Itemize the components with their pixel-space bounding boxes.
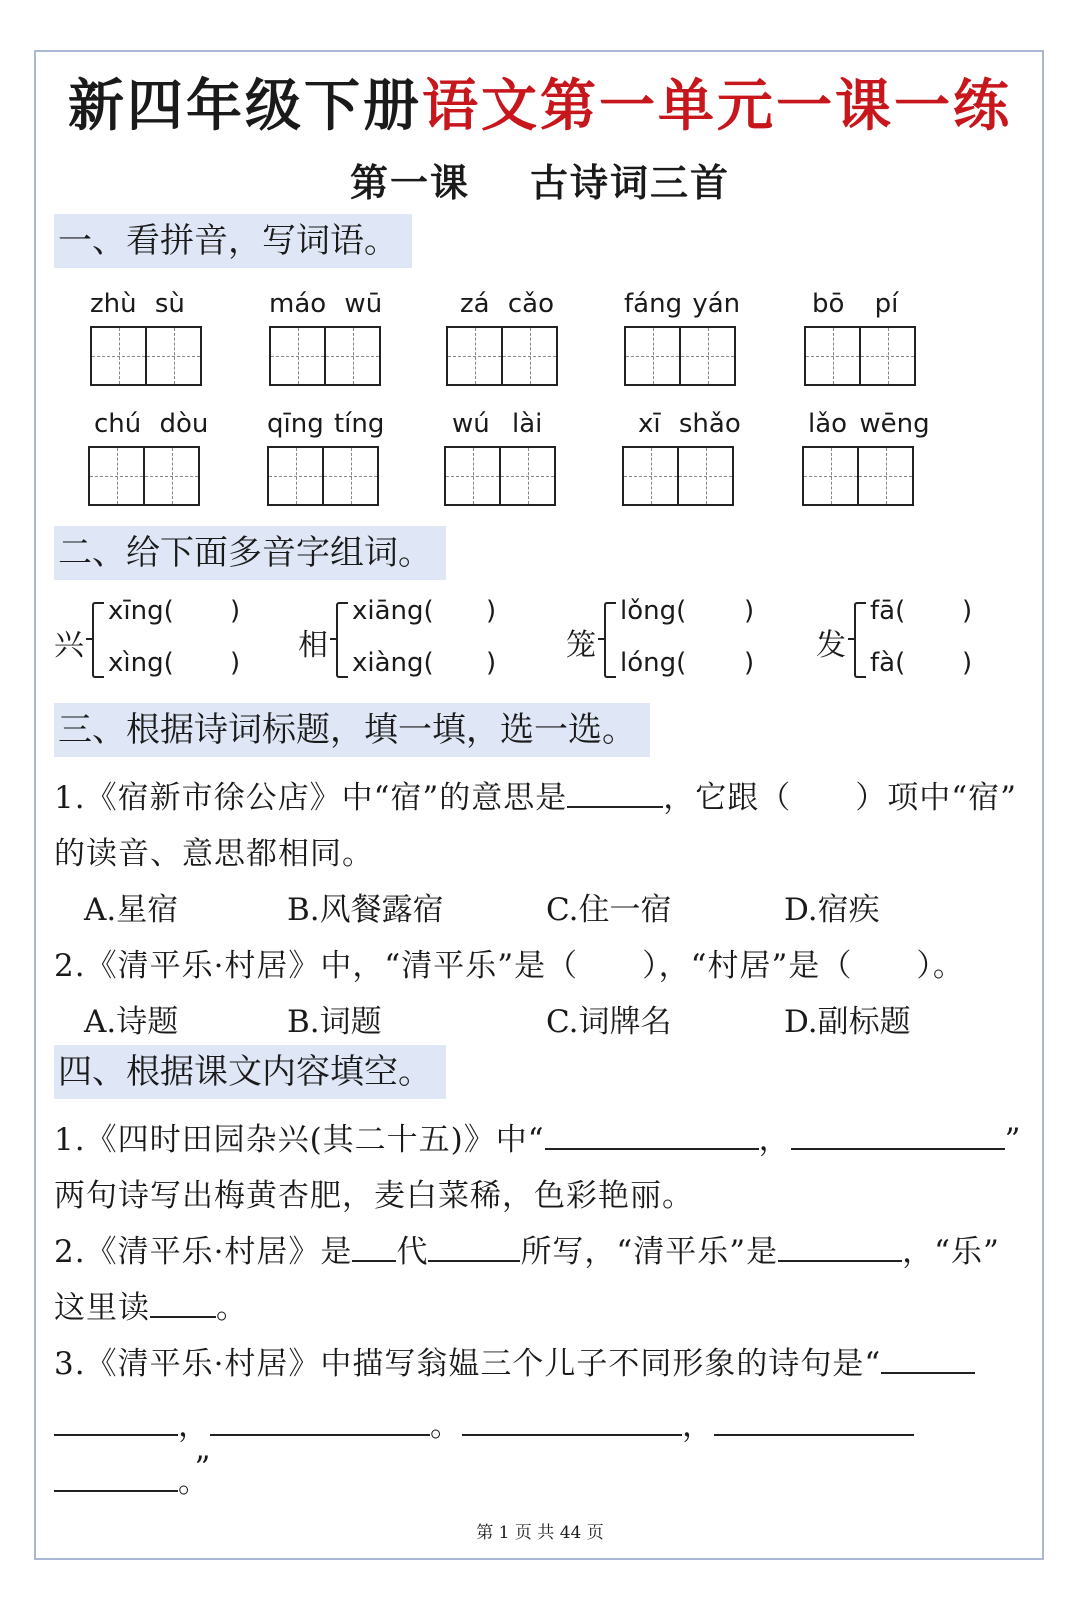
polyphone-item bbox=[298, 590, 538, 690]
s3-q1-text-b: ，它跟（ ）项中“宿” bbox=[663, 780, 1017, 816]
polyphone-item bbox=[54, 590, 294, 690]
close-paren: ) bbox=[744, 596, 755, 626]
polyphone-item bbox=[566, 590, 806, 690]
section1-heading: 一、看拼音，写词语。 bbox=[54, 214, 412, 268]
s4-q3-quote: ” bbox=[194, 1450, 212, 1486]
lesson-number: 第一课 bbox=[349, 160, 470, 205]
close-paren: ) bbox=[230, 648, 241, 678]
writing-grid[interactable] bbox=[269, 326, 381, 386]
lesson-name: 古诗词三首 bbox=[530, 160, 731, 205]
worksheet-title bbox=[0, 62, 1080, 142]
s4-q1-text-a: 1.《四时田园杂兴(其二十五)》中“ bbox=[54, 1122, 545, 1158]
pinyin-text: zá cǎo bbox=[460, 289, 554, 319]
s4-q3-line-3 bbox=[54, 1450, 212, 1501]
pinyin-item bbox=[624, 286, 764, 322]
brace-icon bbox=[92, 602, 104, 678]
pinyin-text: fáng yán bbox=[624, 289, 741, 319]
close-paren: ) bbox=[962, 596, 973, 626]
s3-q2-option-d[interactable]: D.副标题 bbox=[784, 1004, 911, 1040]
pinyin-row-1 bbox=[0, 286, 1080, 406]
s4-q3-period: 。 bbox=[430, 1408, 462, 1444]
s4-q2-text-e: 。 bbox=[216, 1290, 248, 1326]
writing-grid[interactable] bbox=[267, 446, 379, 506]
reading-1: xiāng( bbox=[352, 596, 434, 626]
title-unit: 语文第一单元一课一练 bbox=[422, 73, 1012, 139]
reading-1: xīng( bbox=[108, 596, 174, 626]
brace-icon bbox=[604, 602, 616, 678]
pinyin-item bbox=[622, 406, 762, 442]
s4-q3-period: 。 bbox=[178, 1464, 195, 1500]
close-paren: ) bbox=[486, 648, 497, 678]
page-footer: 第 1 页 共 44 页 bbox=[476, 1523, 604, 1543]
s3-q1-option-a[interactable]: A.星宿 bbox=[84, 892, 179, 928]
polyphone-char: 兴 bbox=[54, 628, 84, 663]
pinyin-text: máo wū bbox=[269, 289, 383, 319]
title-grade: 新四年级下册 bbox=[68, 73, 422, 139]
pinyin-item bbox=[90, 286, 230, 322]
s4-question-2 bbox=[54, 1226, 1000, 1271]
answer-blank[interactable] bbox=[352, 1230, 396, 1262]
pinyin-item bbox=[446, 286, 586, 322]
reading-1: lǒng( bbox=[620, 596, 687, 626]
writing-grid[interactable] bbox=[444, 446, 556, 506]
answer-blank[interactable] bbox=[150, 1286, 216, 1318]
s3-question-1 bbox=[54, 772, 1017, 817]
pinyin-text: zhù sù bbox=[90, 289, 185, 319]
pinyin-text: chú dòu bbox=[94, 409, 209, 439]
reading-2: xìng( bbox=[108, 648, 174, 678]
s3-question-2: 2.《清平乐·村居》中，“清平乐”是（ ），“村居”是（ ）。 bbox=[54, 948, 965, 984]
pinyin-item bbox=[267, 406, 407, 442]
s4-question-1 bbox=[54, 1114, 1021, 1159]
s3-q1-text-a: 1.《宿新市徐公店》中“宿”的意思是 bbox=[54, 780, 568, 816]
close-paren: ) bbox=[962, 648, 973, 678]
writing-grid[interactable] bbox=[624, 326, 736, 386]
s3-q2-option-c[interactable]: C.词牌名 bbox=[546, 1004, 672, 1040]
s3-q2-option-a[interactable]: A.诗题 bbox=[84, 1004, 179, 1040]
writing-grid[interactable] bbox=[90, 326, 202, 386]
answer-blank[interactable] bbox=[545, 1118, 759, 1150]
pinyin-text: wú lài bbox=[452, 409, 543, 439]
s4-q2-text-a: 2.《清平乐·村居》是 bbox=[54, 1234, 353, 1270]
s3-q1-option-d[interactable]: D.宿疾 bbox=[784, 892, 880, 928]
pinyin-row-2 bbox=[0, 406, 1080, 526]
close-paren: ) bbox=[486, 596, 497, 626]
section3-heading: 三、根据诗词标题，填一填，选一选。 bbox=[54, 703, 650, 757]
s4-q1-text-b: 两句诗写出梅黄杏肥，麦白菜稀，色彩艳丽。 bbox=[54, 1178, 694, 1214]
answer-blank[interactable] bbox=[462, 1404, 682, 1436]
pinyin-text: xī shǎo bbox=[638, 409, 741, 439]
pinyin-item bbox=[802, 406, 942, 442]
s4-q2-line-2 bbox=[54, 1282, 248, 1327]
reading-2: lóng( bbox=[620, 648, 687, 678]
s4-q2-text-d: 这里读 bbox=[54, 1290, 150, 1326]
writing-grid[interactable] bbox=[804, 326, 916, 386]
brace-icon bbox=[336, 602, 348, 678]
pinyin-text: lǎo wēng bbox=[808, 409, 930, 439]
answer-blank[interactable] bbox=[791, 1118, 1005, 1150]
polyphone-char: 发 bbox=[816, 628, 846, 663]
pinyin-text: qīng tíng bbox=[267, 409, 385, 439]
close-paren: ) bbox=[230, 596, 241, 626]
answer-blank[interactable] bbox=[778, 1230, 902, 1262]
reading-2: xiàng( bbox=[352, 648, 434, 678]
s4-q2-text-b: 所写，“清平乐”是 bbox=[520, 1234, 779, 1270]
s4-q3-comma: ， bbox=[682, 1408, 714, 1444]
writing-grid[interactable] bbox=[622, 446, 734, 506]
answer-blank[interactable] bbox=[54, 1460, 178, 1492]
s4-q2-text-c: ，“乐” bbox=[902, 1234, 1000, 1270]
answer-blank[interactable] bbox=[210, 1404, 430, 1436]
answer-blank[interactable] bbox=[567, 776, 663, 808]
s4-q2-dai: 代 bbox=[396, 1234, 429, 1270]
reading-2: fà( bbox=[870, 648, 906, 678]
writing-grid[interactable] bbox=[802, 446, 914, 506]
s4-q3-comma: ， bbox=[178, 1408, 210, 1444]
s3-q1-option-c[interactable]: C.住一宿 bbox=[546, 892, 672, 928]
pinyin-item bbox=[804, 286, 944, 322]
writing-grid[interactable] bbox=[88, 446, 200, 506]
close-paren: ) bbox=[744, 648, 755, 678]
s3-q1-text-c: 的读音、意思都相同。 bbox=[54, 836, 374, 872]
answer-blank[interactable] bbox=[881, 1342, 975, 1374]
s4-q3-text-a: 3.《清平乐·村居》中描写翁媪三个儿子不同形象的诗句是“ bbox=[54, 1346, 882, 1382]
answer-blank[interactable] bbox=[714, 1404, 914, 1436]
s4-q3-line-2 bbox=[54, 1400, 914, 1445]
polyphone-item bbox=[816, 590, 1056, 690]
answer-blank[interactable] bbox=[428, 1230, 520, 1262]
polyphone-char: 笼 bbox=[566, 628, 596, 663]
pinyin-item bbox=[444, 406, 584, 442]
section2-heading: 二、给下面多音字组词。 bbox=[54, 526, 446, 580]
lesson-title bbox=[0, 152, 1080, 207]
pinyin-item bbox=[269, 286, 409, 322]
section4-heading: 四、根据课文内容填空。 bbox=[54, 1045, 446, 1099]
s4-q1-end: ” bbox=[1004, 1122, 1022, 1158]
s3-q1-option-b[interactable]: B.风餐露宿 bbox=[287, 892, 444, 928]
pinyin-text: bō pí bbox=[812, 289, 899, 319]
writing-grid[interactable] bbox=[446, 326, 558, 386]
reading-1: fā( bbox=[870, 596, 906, 626]
answer-blank[interactable] bbox=[54, 1404, 178, 1436]
pinyin-item bbox=[88, 406, 228, 442]
polyphone-char: 相 bbox=[298, 628, 328, 663]
s4-question-3 bbox=[54, 1338, 975, 1383]
s4-q1-comma: ， bbox=[758, 1122, 791, 1158]
s3-q2-option-b[interactable]: B.词题 bbox=[287, 1004, 382, 1040]
brace-icon bbox=[854, 602, 866, 678]
